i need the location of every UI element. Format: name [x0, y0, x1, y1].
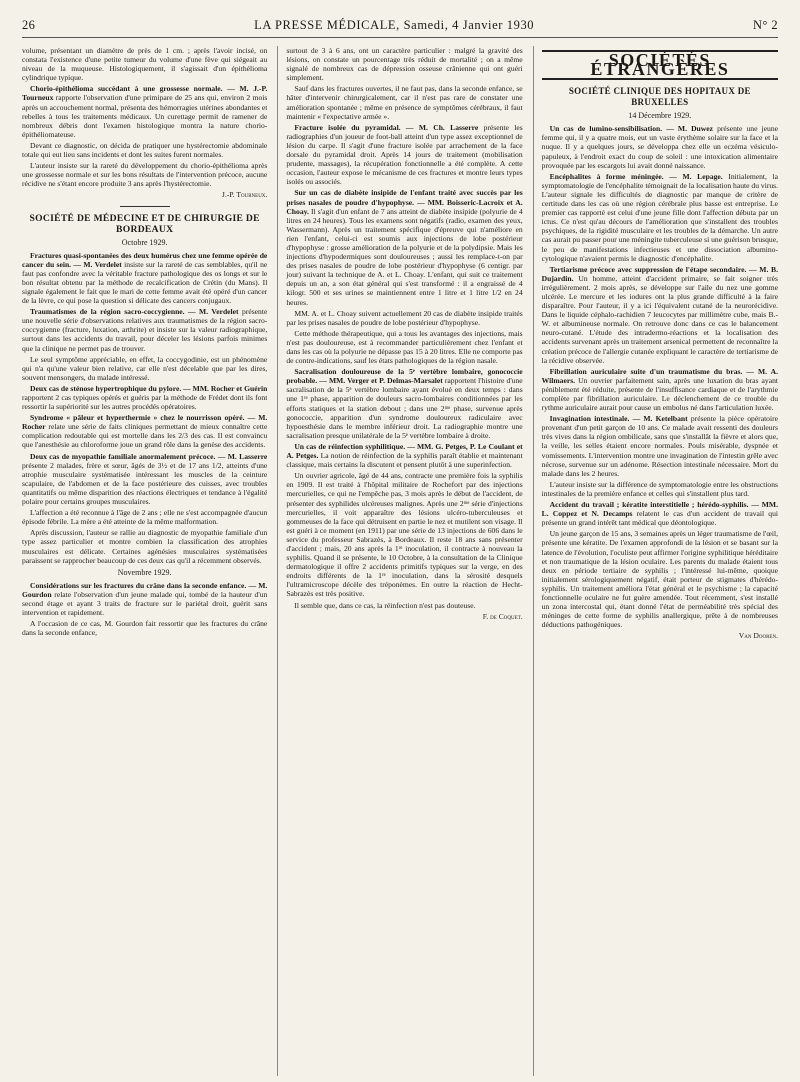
column-2: [277, 46, 522, 1076]
article-reinfection: [286, 442, 522, 469]
article-title: Accident du travail ; kératite interstitielle ; hérédo-syphilis. — MM. L. Coppez et N. Decamps: [541, 500, 778, 519]
article-title: Fibrillation auriculaire suite d'un traumatisme du bras. — M. A. Wilmaers.: [541, 366, 778, 385]
article-body: présente 2 malades, frère et sœur, âgés de 3½ et de 17 ans 1/2, atteints d'une atrophie musculaire systématisée intéressant les muscles de la ceinture scapulaire, de l'abdomen et de la face postérieure des cuisses, avec troubles quantitatifs ou même disparition des réactions électriques et tendance à l'égalité polaire pour certains groupes musculaires.: [22, 460, 268, 507]
article-body: présente une nouvelle série d'observations relatives aux traumatismes de la région sacro-coccygienne (fracture, luxation, arthrite) et insiste sur la valeur radiographique, surtout dans les accidents du travail, pour déceler les lésions parfois minimes que la clinique ne permet pas de trouver.: [22, 307, 268, 353]
society-heading: SOCIÉTÉ CLINIQUE DES HOPITAUX DE BRUXELLES: [568, 86, 751, 108]
article-body: relate l'observation d'un jeune malade qui, tombé de la hauteur d'un second étage et ayant 3 traits de fracture sur le pariétal droit, guérit sans intervention et rapidement.: [22, 589, 268, 618]
paragraph: L'auteur insiste sur la rareté du développement du chorio-épithélioma après une grossesse normale et sur les bons résultats de l'intervention précoce, aucune récidive ne s'étant encore produite 3 ans après l'hystérectomie.: [22, 161, 268, 189]
article-pyramidal: [286, 123, 522, 187]
paragraph: Un jeune garçon de 15 ans, 3 semaines après un léger traumatisme de l'œil, présente une kératite. De l'examen approfondi de la lésion et se basant sur la latence de l'évolution, l'oculiste peut affirmer l'origine syphilitique héréditaire et non traumatique de la lésion oculaire. Les parents du malade étaient tous deux en période tertiaire de syphilis ; l'intéressé lui-même, quoique initialement sérologiquement négatif, était porteur de stigmates d'hérédo-syphilis. Un traitement améliora l'état général et le psychisme ; la capacité fonctionnelle oculaire ne fut guère amendée. Tout récemment, s'est installé un zona intercostal qui, étant donné l'état de perméabilité très spécial des méninges de cette forme de syphilis anallergique, prête à de nombreuses déductions pathogéniques.: [541, 529, 778, 630]
article-body: Il s'agit d'un enfant de 7 ans atteint de diabète insipide (polyurie de 4 litres en 24 heures). Tous les examens sont négatifs (radio, examen des yeux, Wassermann). Après un traitement spécifique d'épreuve qui n'améliore en rien l'enfant, celui-ci est soumis aux injections de lobe postérieur d'hypophyse : grosse amélioration de la polyurie et de la polydipsie. Mais les injections d'hypodermiques sont douloureuses ; aussi les remplace-t-on par des prises nasales de poudre de lobe postérieur d'hypophyse (6 centigr. par jour) suivant la technique de A. et L. Choay. L'enfant, qui suit ce traitement depuis un an, a son état général qui s'est transformé : il a engraissé de 4 kilogr. 500 et ses urines se maintiennent entre 1 litre et 1 litre 1/2 en 24 heures.: [286, 206, 523, 307]
paragraph: Après discussion, l'auteur se rallie au diagnostic de myopathie familiale d'un type assez particulier et montre combien la classification des atrophies musculaires est délicate. Certaines agénésies musculaires systématisées paraissent se rapprocher beaucoup de ces deux cas qu'il a récemment observés.: [22, 528, 268, 565]
article-title: Encéphalites à forme méningée. — M. Lepage.: [549, 171, 723, 181]
signature: J.-P. Tourneux.: [221, 190, 268, 200]
paragraph: A l'occasion de ce cas, M. Gourdon fait ressortir que les fractures du crâne dans la seconde enfance,: [22, 619, 268, 638]
article-sacralisation: [286, 367, 522, 440]
article-title: Syndrome « pâleur et hyperthermie » chez le nourrisson opéré. — M. Rocher: [22, 413, 268, 432]
paragraph: Cette méthode thérapeutique, qui a tous les avantages des injections, mais n'est pas douloureuse, est à recommander particulièrement chez l'enfant et dans les cas où la polyurie ne dépasse pas 15 à 20 litres. Elle ne comporte pas de contre-indications, sauf les états pathologiques de la région nasale.: [286, 328, 523, 366]
page-header: [22, 18, 778, 38]
journal-title: LA PRESSE MÉDICALE, Samedi, 4 Janvier 1930: [254, 18, 535, 32]
column-3: [533, 46, 778, 1076]
article-encephalites: [542, 172, 778, 263]
paragraph: Devant ce diagnostic, on décida de pratiquer une hystérectomie abdominale totale qui eut lieu sans incidents et dont les suites furent normales.: [22, 140, 268, 160]
paragraph: Un ouvrier agricole, âgé de 44 ans, contracte une première fois la syphilis en 1909. Il est traité à l'hôpital militaire de Rochefort par des injections mercurielles, ce qui ne l'empêche pas, 3 mois après le début de l'accident, de présenter des syphilides ulcéreuses malignes. Après une 2ᵐᵉ série d'injections mercurielles, il voit apparaître des lésions ulcéro-tuberculeuses et gommeuses de la face qui détruisent en partie le nez et mutilent son visage. Il est guéri à ce moment (en 1911) par une série de 13 injections de 606 dans le service du professeur Sabrazès, à Bordeaux. Il reste 18 ans sans présenter d'accident ; mais, 20 ans après la 1ʳᵉ inoculation, il contracte à nouveau la syphilis. Quand il se présente, le 10 Octobre, à la consultation de la Clinique dermatologique il offre 2 accidents primitifs typiques sur la verge, en des endroits différents de la 1ʳᵉ inoculation, dans la sérosité desquels l'ultramicroscope décèle des tréponèmes. En outre la réaction de Hecht-Sabrazès est très positive.: [286, 471, 523, 599]
article-traumatismes: [22, 307, 267, 352]
article-body: rapporte l'observation d'une primipare de 25 ans qui, environ 2 mois après un accouchement normal, présenta des hémorragies utérines abondantes et rebelles à tous les traitements médicaux. Un curettage permit de ramener de nombreux débris dont l'examen histologique montra la nature chorio-épithéliomateuse.: [22, 93, 268, 139]
article-title: Un cas de réinfection syphilitique. — MM. G. Petges, P. Le Coulant et A. Petges.: [286, 441, 523, 461]
article-body: rapportent 2 cas typiques opérés et guéris par la méthode de Frédet dont ils font ressortir la supériorité sur les autres procédés opératoires.: [22, 393, 268, 412]
article-title: Traumatismes de la région sacro-coccygienne. — M. Verdelet: [30, 307, 239, 317]
paragraph: Il semble que, dans ce cas, la réinfection n'est pas douteuse.: [294, 600, 476, 610]
article-title: Considérations sur les fractures du crâne dans la seconde enfance. — M. Gourdon: [22, 580, 268, 599]
article-myopathie: [22, 452, 267, 507]
paragraph: surtout de 3 à 6 ans, ont un caractère particulier : malgré la gravité des lésions, on constate un pourcentage très réduit de mortalité ; on a même signalé de nombreux cas de dépression osseuse crânienne qui ont guéri simplement.: [286, 46, 523, 83]
session-date: Novembre 1929.: [117, 567, 172, 577]
divider: [120, 206, 170, 207]
article-lumino: [542, 124, 778, 169]
article-title: Sacralisation douloureuse de la 5ᵉ vertèbre lombaire, gonococcie probable. — MM. Verger et P. Delmas-Marsalet: [286, 367, 523, 386]
article-title: Deux cas de sténose hypertrophique du pylore. — MM. Rocher et Guérin: [30, 383, 268, 393]
signature: F. de Coquet.: [482, 611, 523, 621]
article-crane: [22, 581, 267, 617]
article-fibrillation: [542, 367, 778, 412]
article-diabete: [286, 188, 522, 306]
article-body: Un ouvrier parfaitement sain, après une luxation du bras ayant péniblement été réduite, présente de l'insuffisance cardiaque et de l'arythmie complète par fibrillation auriculaire. Le déclenchement de ce trouble du rythme auriculaire aurait pour cause un embolus né dans l'articulation luxée.: [541, 375, 778, 413]
article-title: Fractures quasi-spontanées des deux humérus chez une femme opérée de cancer du sein. — M. Verdelet: [22, 250, 268, 269]
article-body: Initialement, la symptomatologie de l'encéphalite témoignait de la localisation haute du virus. L'auteur signale les difficultés de diagnostic par manque de critère de certitude dans les cas où une région cérébrale plus basse est entreprise. Le premier cas rapporté est celui d'une jeune fille dont l'affection débuta par un ictus. Ce n'est qu'au décours de l'amélioration que s'installent des troubles psychiques, de la rigidité musculaire et les troubles de la démarche. Un autre cas aurait pu passer pour une méningite tuberculeuse si une guérison brusque, le peu de manifestations infectieuses et une dissociation albumino-cytologique n'avaient permis le diagnostic d'encéphalite.: [541, 171, 778, 263]
article-body: rapportent l'histoire d'une sacralisation de la 5ᵉ vertèbre lombaire ayant évolué en deux temps : dans une 1ʳᵉ phase, apparition de douleurs sacro-lombaires conditionnées par les efforts statiques et la station debout ; dans une 2ᵐᵉ phase, survenue après gonococcie, apparition d'un syndrome douloureux radiculaire avec hypoesthésie dans le membre inférieur droit. La radiographie montre une sacralisation presque unilatérale de la 5ᵉ vertèbre lombaire à droite.: [286, 376, 523, 440]
society-heading: SOCIÉTÉ DE MÉDECINE ET DE CHIRURGIE DE BORDEAUX: [29, 212, 260, 235]
section-banner: SOCIÉTÉS ÉTRANGÈRES: [542, 50, 778, 80]
session-date: Octobre 1929.: [121, 237, 168, 247]
article-accident: [542, 500, 778, 527]
article-title: Sur un cas de diabète insipide de l'enfant traité avec succès par les prises nasales de poudre d'hypophyse. — MM. Boisseric-Lacroix et A. Choay.: [286, 188, 523, 216]
article-body: relatent le cas d'un accident de travail qui présente un grand intérêt tant médical que déontologique.: [541, 509, 778, 528]
page-number: 26: [22, 18, 36, 32]
article-body: présente la pièce opératoire provenant d'un petit garçon de 10 ans. Ce malade avait ressenti des douleurs très vives dans la région ombilicale, sans que s'installât la fièvre et alors que, la veille, les selles étaient encore normales. Pouls misérable, dyspnée et vomissements. L'intervention montre une invagination de l'intestin grêle avec nécrose, survenue sur un adénome. Résection intestinale nécessaire. Mort du malade dans les 2 heures.: [541, 414, 778, 478]
article-title: Chorio-épithélioma succédant à une grossesse normale. — M. J.-P. Tourneux: [22, 84, 268, 103]
article-stenose: [22, 384, 267, 411]
paragraph: L'affection a été reconnue à l'âge de 2 ans ; elle ne s'est accompagnée d'aucun épisode fébrile. La mère a été atteinte de la même malformation.: [22, 508, 268, 527]
paragraph: Sauf dans les fractures ouvertes, il ne faut pas, dans la seconde enfance, se hâter d'intervenir chirurgicalement, car il n'est pas rare de constater une amélioration spontanée ; même en présence de symptômes cérébraux, il faut maintenir « l'expectative armée ».: [286, 84, 523, 121]
article-invagination: [542, 414, 778, 478]
article-body: présente les radiographies d'un joueur de foot-ball atteint d'un type assez exceptionnel de lésion du carpe. Il s'agit d'une fracture isolée par arrachement de la face dorsale du pyramidal droit. Après 14 jours de traitement (mobilisation prudente, massages), la récupération fonctionnelle a été complète. A cette occasion, l'auteur expose le mécanisme de ces fractures et montre leurs types isolés ou associés.: [286, 122, 523, 187]
paragraph: volume, présentant un diamètre de près de 1 cm. ; après l'avoir incisé, on constata l'existence d'une petite tumeur du volume d'une fève qui siégeait au niveau de la muqueuse. Histologiquement, il s'agissait d'un épithélioma cylindrique typique.: [22, 46, 268, 83]
article-title: Fracture isolée du pyramidal. — M. Ch. Lasserre: [294, 122, 479, 132]
article-body: La notion de réinfection de la syphilis paraît établie et maintenant classique, mais certains la discutent et pensent plutôt à une superinfection.: [286, 451, 523, 470]
issue-number: N° 2: [752, 18, 778, 32]
article-title: Tertiarisme précoce avec suppression de l'étape secondaire. — M. B. Dujardin.: [541, 264, 778, 283]
article-chorio: [22, 84, 267, 139]
columns: [22, 46, 778, 1076]
article-body: insiste sur la rareté de cas semblables, qu'il ne faut pas confondre avec la véritable fracture pathologique des os longs et sur le bon résultat obtenu par la méthode de recalcification de Crétin (du Mans). Il signale également le fait que le mari de cette femme avait été opéré d'un cancer de la lèvre, ce qui pose la question si délicate des cancers conjugaux.: [22, 259, 268, 306]
session-date: 14 Décembre 1929.: [628, 111, 692, 121]
article-title: Deux cas de myopathie familiale anormalement précoce. — M. Lasserre: [30, 451, 268, 461]
column-1: [22, 46, 267, 1076]
article-body: présente une jeune femme qui, il y a quatre mois, eut un vaste érythème solaire sur la face et la nuque. Il y a quelques jours, se développa chez elle un eczéma vésiculo-papuleux, à l'endroit exact du coup de soleil : une intoxication alimentaire provoquée par les escargots lui avait donné naissance.: [541, 124, 778, 170]
article-body: relate une série de faits cliniques permettant de mieux connaître cette complication redoutable qui est mortelle dans les 2/3 des cas. Il est convaincu que l'anesthésie au chloroforme joue un grand rôle dans la genèse des accidents.: [22, 422, 268, 450]
paragraph: MM. A. et L. Choay suivent actuellement 20 cas de diabète insipide traités par les prises nasales de poudre de lobe postérieur d'hypophyse.: [286, 308, 523, 327]
article-tertiarisme: [542, 265, 778, 365]
article-body: Un homme, atteint d'accident primaire, se fait soigner très irrégulièrement. 2 mois après, se développe sur l'aile du nez une gomme ulcérée. Le mercure et les iodures ont la plus grande difficulté à la faire disparaître. Pour l'auteur, il y a ici l'équivalent cutané de la neurorécidive. Dans le liquide céphalo-rachidien 7 leucocytes par millimètre cube, mais B.-W. et albumineuse normale. On retrouve donc dans ce cas le balancement neuro-cutané. L'étude des intradermo-réactions et la localisation des accidents survenant après un traitement arsenical permettent de reconnaître la création précoce de l'allergie cutanée expliquant le caractère de tertiarisme de la récidive observée.: [541, 273, 778, 365]
paragraph: Le seul symptôme appréciable, en effet, la coccygodinie, est un phénomène qui n'a qu'une valeur bien relative, car elle n'est décelable que par les dires, souvent mensongers, du malade intéressé.: [22, 354, 268, 382]
article-title: Invagination intestinale. — M. Ketelbant: [549, 414, 688, 424]
paragraph: L'auteur insiste sur la différence de symptomatologie entre les obstructions intestinales de la première enfance et celles qui s'installent plus tard.: [541, 479, 778, 498]
article-fractures: [22, 251, 267, 306]
article-syndrome: [22, 413, 267, 449]
signature: Van Dooren.: [738, 631, 778, 641]
article-title: Un cas de lumino-sensibilisation. — M. Duwez: [549, 124, 714, 134]
